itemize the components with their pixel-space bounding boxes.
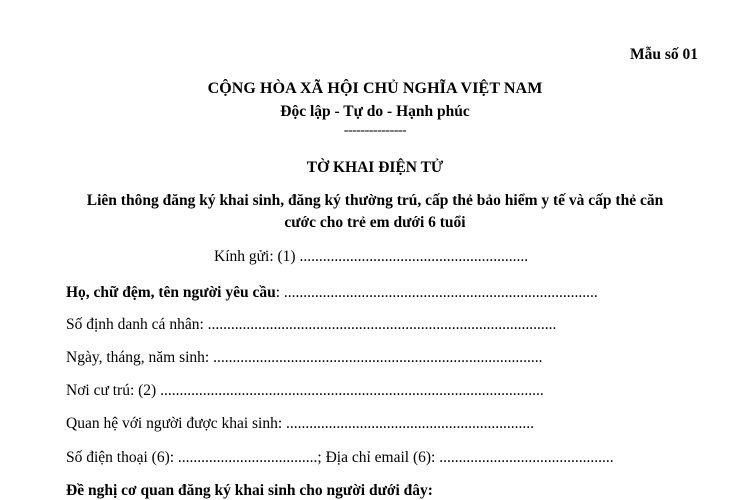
requester-name-label: Họ, chữ đệm, tên người yêu cầu	[66, 284, 276, 301]
document-title: TỜ KHAI ĐIỆN TỬ	[306, 159, 444, 176]
document-subtitle-line-2: cước cho trẻ em dưới 6 tuổi	[284, 214, 466, 231]
recipient-line: Kính gửi: (1) ...........................................................	[214, 248, 529, 265]
date-of-birth-line: Ngày, tháng, năm sinh: .....................................................................................	[66, 349, 543, 366]
personal-id-line: Số định danh cá nhân: ..........................................................................................	[66, 316, 557, 333]
relationship-line: Quan hệ với người được khai sinh: ................................................................	[66, 415, 535, 432]
header-divider: ---------------	[343, 123, 407, 138]
contact-line: Số điện thoại (6): ....................................; Địa chỉ email (6): .............................................	[66, 449, 614, 466]
requester-name-field: : .................................................................................	[275, 284, 598, 301]
form-number: Mẫu số 01	[629, 46, 698, 63]
national-title: CỘNG HÒA XÃ HỘI CHỦ NGHĨA VIỆT NAM	[207, 80, 543, 97]
residence-line: Nơi cư trú: (2) ...................................................................................................	[66, 382, 544, 399]
national-motto: Độc lập - Tự do - Hạnh phúc	[280, 103, 470, 120]
document-subtitle-line-1: Liên thông đăng ký khai sinh, đăng ký thường trú, cấp thẻ bảo hiểm y tế và cấp thẻ căn	[86, 192, 664, 209]
requester-name-line	[66, 284, 598, 302]
request-heading: Đề nghị cơ quan đăng ký khai sinh cho người dưới đây:	[66, 482, 433, 499]
